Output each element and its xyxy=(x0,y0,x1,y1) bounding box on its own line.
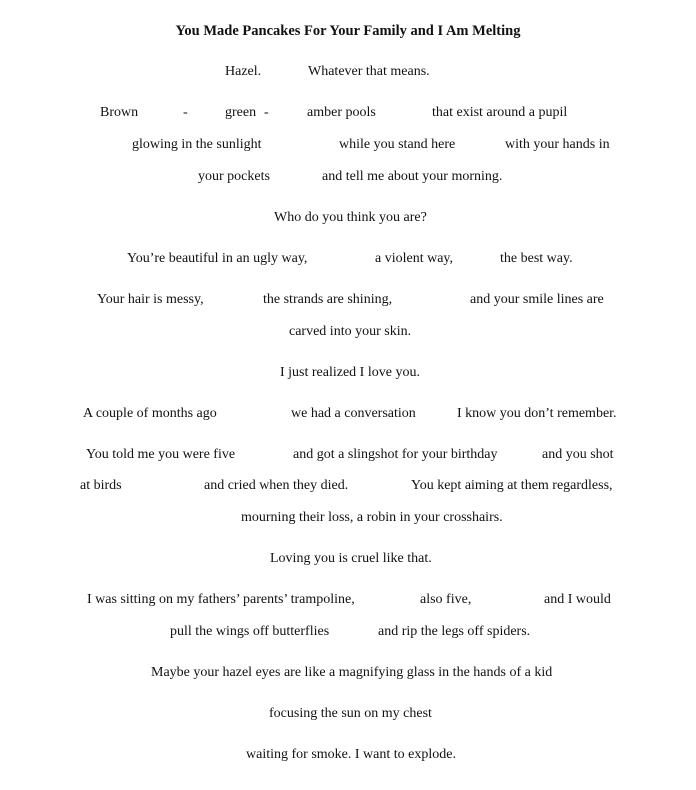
poem-fragment: while you stand here xyxy=(339,137,456,152)
poem-line xyxy=(0,550,696,568)
poem-fragment: Loving you is cruel like that. xyxy=(270,551,432,566)
poem-fragment: the strands are shining, xyxy=(263,292,393,307)
poem-fragment: Your hair is messy, xyxy=(97,292,204,307)
poem-line xyxy=(0,364,696,382)
poem-line xyxy=(0,136,696,154)
poem-fragment: at birds xyxy=(80,478,122,493)
poem-line xyxy=(0,323,696,341)
poem-fragment: focusing the sun on my chest xyxy=(269,706,432,721)
poem-fragment: that exist around a pupil xyxy=(432,105,568,120)
poem-fragment: we had a conversation xyxy=(291,406,416,421)
poem-fragment: Brown xyxy=(100,105,139,120)
poem-line xyxy=(0,168,696,186)
poem-fragment: and tell me about your morning. xyxy=(322,169,503,184)
poem-fragment: and your smile lines are xyxy=(470,292,604,307)
poem-line xyxy=(0,104,696,122)
poem-fragment: a violent way, xyxy=(375,251,454,266)
poem-fragment: and rip the legs off spiders. xyxy=(378,624,531,639)
poem-line xyxy=(0,250,696,268)
poem-line xyxy=(0,291,696,309)
poem-fragment: pull the wings off butterflies xyxy=(170,624,330,639)
poem-fragment: and you shot xyxy=(542,447,614,462)
poem-line xyxy=(0,509,696,527)
poem-line xyxy=(0,446,696,464)
poem-fragment: I was sitting on my fathers’ parents’ trampoline, xyxy=(87,592,355,607)
poem-fragment: Whatever that means. xyxy=(308,64,430,79)
poem-line xyxy=(0,623,696,641)
poem-line xyxy=(0,477,696,495)
poem-fragment: also five, xyxy=(420,592,472,607)
poem-fragment: Maybe your hazel eyes are like a magnifying glass in the hands of a kid xyxy=(151,665,553,680)
poem-title: You Made Pancakes For Your Family and I Am Melting xyxy=(175,23,521,39)
poem-fragment: your pockets xyxy=(198,169,270,184)
poem-fragment: You told me you were five xyxy=(86,447,236,462)
poem-fragment: I know you don’t remember. xyxy=(457,406,617,421)
poem-fragment: and cried when they died. xyxy=(204,478,349,493)
poem-line xyxy=(0,63,696,81)
poem-fragment: You kept aiming at them regardless, xyxy=(411,478,613,493)
poem-line xyxy=(0,591,696,609)
poem-line xyxy=(0,209,696,227)
poem-fragment: the best way. xyxy=(500,251,573,266)
poem-fragment: carved into your skin. xyxy=(289,324,412,339)
poem-line xyxy=(0,705,696,723)
poem-fragment: green xyxy=(225,105,257,120)
poem-fragment: with your hands in xyxy=(505,137,610,152)
poem-fragment: Hazel. xyxy=(225,64,262,79)
poem-line xyxy=(0,664,696,682)
poem-fragment: I just realized I love you. xyxy=(280,365,420,380)
poem-line xyxy=(0,746,696,764)
poem-fragment: waiting for smoke. I want to explode. xyxy=(246,747,456,762)
poem-fragment: - xyxy=(264,105,269,120)
poem-fragment: You’re beautiful in an ugly way, xyxy=(127,251,308,266)
poem-fragment: A couple of months ago xyxy=(83,406,217,421)
poem-fragment: Who do you think you are? xyxy=(274,210,427,225)
poem-fragment: glowing in the sunlight xyxy=(132,137,262,152)
poem-fragment: amber pools xyxy=(307,105,376,120)
poem-fragment: and I would xyxy=(544,592,611,607)
poem-fragment: and got a slingshot for your birthday xyxy=(293,447,498,462)
poem-line xyxy=(0,405,696,423)
poem-fragment: mourning their loss, a robin in your crosshairs. xyxy=(241,510,503,525)
poem-fragment: - xyxy=(183,105,188,120)
